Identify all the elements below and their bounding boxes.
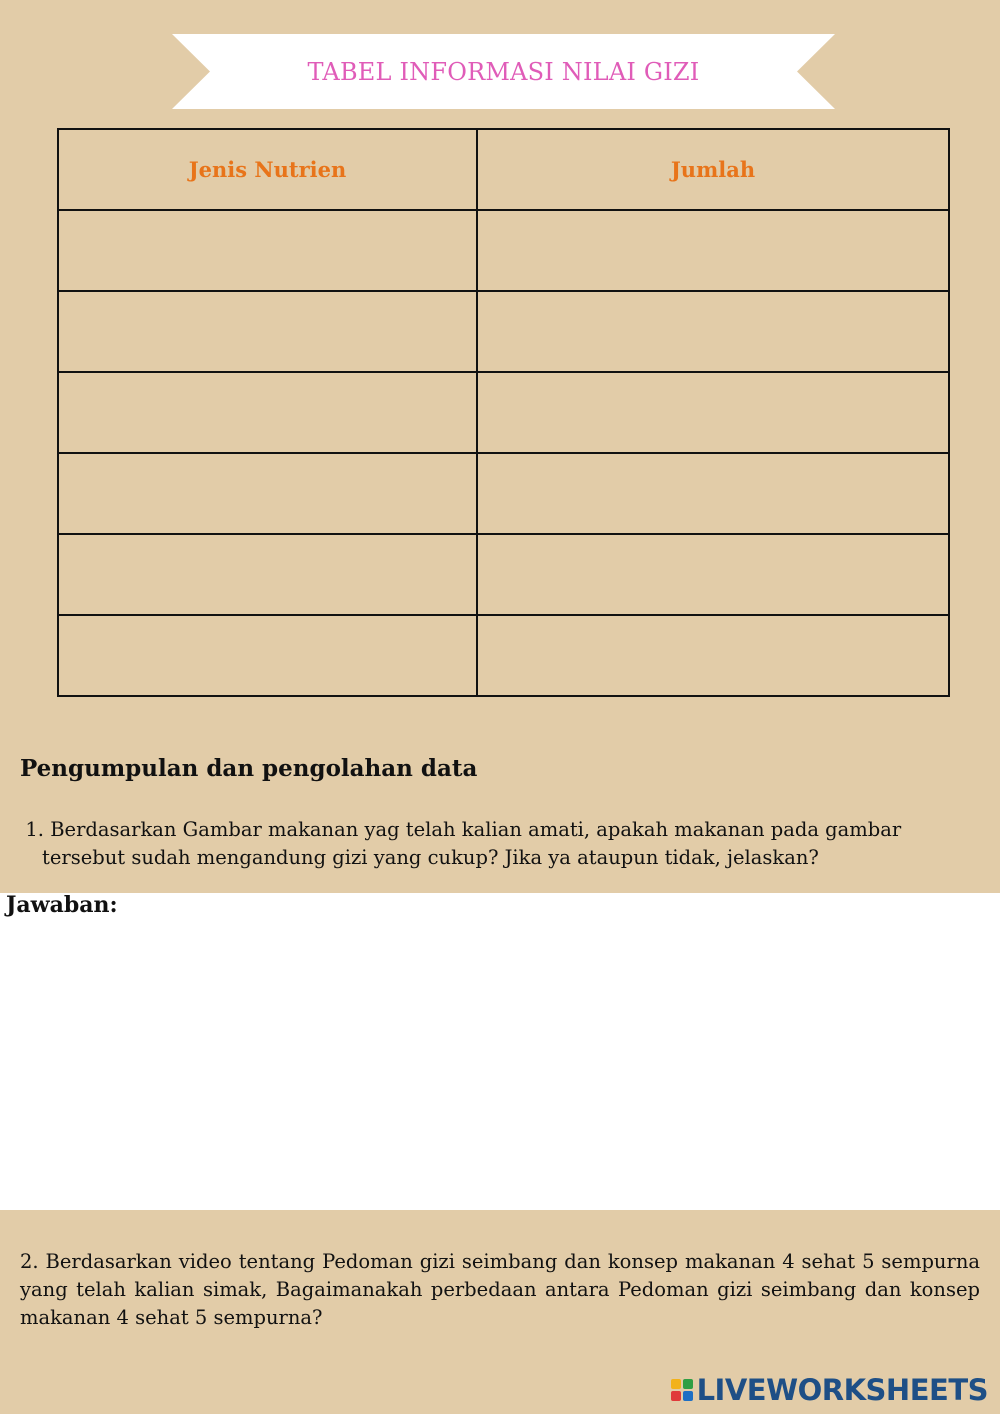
amount-cell-5[interactable] [477,534,949,615]
logo-square-v [671,1391,681,1401]
header-amount: Jumlah [477,129,949,210]
question-1-text-a: Berdasarkan Gambar makanan yag telah kalian amati, apakah makanan pada gambar [50,818,902,841]
amount-cell-6[interactable] [477,615,949,696]
table-row [58,372,949,453]
nutrition-table [57,128,950,697]
title-banner [172,34,835,109]
logo-square-i [683,1379,693,1389]
section-heading: Pengumpulan dan pengolahan data [20,755,478,782]
question-1-number: 1. [25,818,44,841]
liveworksheets-logo-icon [671,1379,693,1401]
table-row [58,534,949,615]
logo-square-l [671,1379,681,1389]
logo-square-e [683,1391,693,1401]
table-row [58,615,949,696]
nutrient-cell-2[interactable] [58,291,477,372]
brand-wordmark: LIVEWORKSHEETS [696,1373,988,1407]
question-1-line-1 [22,816,968,844]
table-row [58,453,949,534]
table-row [58,210,949,291]
amount-cell-3[interactable] [477,372,949,453]
nutrient-cell-6[interactable] [58,615,477,696]
header-nutrient-type: Jenis Nutrien [58,129,477,210]
amount-cell-1[interactable] [477,210,949,291]
question-1-text-b: tersebut sudah mengandung gizi yang cukup? Jika ya ataupun tidak, jelaskan? [42,846,819,869]
nutrient-cell-5[interactable] [58,534,477,615]
question-2: 2. Berdasarkan video tentang Pedoman gizi seimbang dan konsep makanan 4 sehat 5 sempurna yang telah kalian simak, Bagaimanakah perbedaan antara Pedoman gizi seimbang dan konsep makanan 4 sehat 5 sempurna? [20,1250,980,1329]
answer-field[interactable] [0,928,1000,1198]
amount-cell-2[interactable] [477,291,949,372]
liveworksheets-brand[interactable] [671,1373,988,1407]
nutrient-cell-3[interactable] [58,372,477,453]
question-1 [22,816,968,872]
nutrient-cell-1[interactable] [58,210,477,291]
table-row [58,291,949,372]
table-header-row [58,129,949,210]
page-title: TABEL INFORMASI NILAI GIZI [307,57,700,86]
nutrient-cell-4[interactable] [58,453,477,534]
amount-cell-4[interactable] [477,453,949,534]
answer-label: Jawaban: [6,892,118,918]
